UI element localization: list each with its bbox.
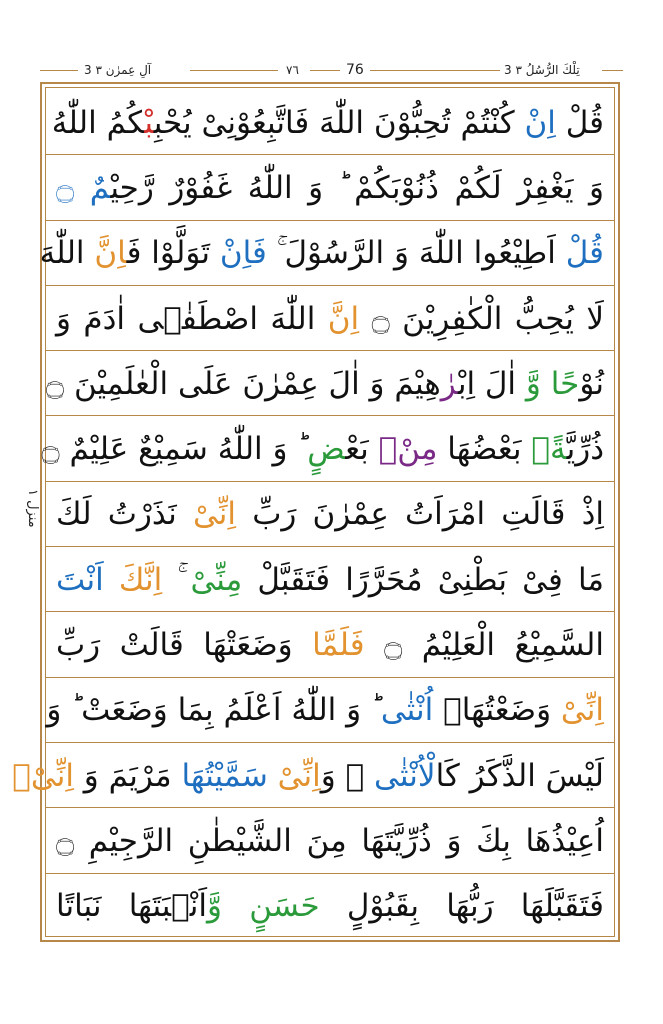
page-header — [40, 60, 623, 82]
verse-segment: حًا — [550, 365, 580, 402]
verse-segment: اِنِّیْ — [560, 692, 604, 729]
verse-segment: اٰلَ اِبْ — [457, 365, 526, 402]
verse-segment: قُلْ — [555, 104, 604, 141]
verse-line — [41, 417, 614, 482]
verse-segment: مَرْیَمَ وَ — [73, 757, 182, 794]
verse-segment: اِنِّیْ — [277, 757, 321, 794]
verse-segment: بْ — [144, 104, 154, 141]
verse-line-text — [46, 688, 604, 732]
verse-line — [46, 90, 614, 155]
verse-segment: بَعْ — [345, 431, 379, 468]
verse-line-text — [12, 754, 604, 798]
verse-segment: مَا فِیْ بَطْنِیْ مُحَرَّرًا فَتَقَبَّلْ — [242, 561, 604, 598]
verse-segment: وَ یَغْفِرْ لَكُمْ ذُنُوْبَكُمْ ؕ وَ اللّٰهُ غَفُوْرٌ رَّحِیْ — [110, 169, 604, 206]
manzil-label: منزل ١ — [25, 488, 40, 528]
verse-segment — [222, 888, 249, 924]
verse-segment: حَسَنٍ — [249, 888, 320, 925]
verse-line-text — [56, 166, 604, 210]
verse-segment: اِنَّ — [327, 300, 360, 337]
verse-segment: لْاُنْثٰى — [374, 757, 436, 794]
verse-segment: فَاِنْ — [219, 235, 267, 272]
verse-segment: نَذَرْتُ لَكَ — [56, 496, 193, 533]
verse-line — [46, 808, 614, 873]
header-rule-left — [40, 70, 78, 71]
verse-segment: ضٍ — [307, 431, 346, 468]
verse-segment: اِنِّیْ — [192, 496, 237, 533]
header-rule-left-mid — [190, 70, 278, 71]
verse-line — [46, 874, 614, 939]
verse-segment: مِنِّیْ — [190, 561, 243, 598]
verse-segment: اللّٰهَ اصْطَفٰۤى اٰدَمَ وَ — [56, 300, 328, 337]
verse-segment: وَّ — [525, 365, 551, 402]
verse-segment: اِنَّ — [94, 235, 127, 272]
verse-segment: تَوَلَّوْا فَ — [126, 235, 220, 272]
verse-segment: فَتَقَبَّلَهَا رَبُّهَا بِقَبُوْلٍ — [319, 888, 604, 925]
verse-segment: كُمُ اللّٰهُ — [51, 104, 145, 141]
verse-segment: وَضَعْتُهَاۤ — [433, 692, 561, 729]
verse-segment: نُوْ — [579, 365, 604, 402]
verse-line-text — [51, 101, 604, 145]
page-number: 76 — [346, 62, 364, 78]
verse-segment: سَمَّیْتُهَا — [181, 757, 268, 794]
verse-segment — [268, 758, 278, 794]
verse-line — [46, 286, 614, 351]
verse-segment: اِنِّیْۤ — [12, 757, 74, 794]
verse-line — [39, 221, 614, 286]
header-rule-center — [310, 70, 340, 71]
verse-segment: اِذْ قَالَتِ امْرَاَتُ عِمْرٰنَ رَبِّ — [236, 496, 604, 533]
verse-line-text — [56, 819, 604, 863]
header-rule-right-mid — [370, 70, 500, 71]
verse-segment: ةًۢ — [531, 431, 567, 468]
verse-segment: اللّٰهَ — [39, 235, 95, 272]
verse-segment: ؕ وَ اللّٰهُ اَعْلَمُ بِمَا وَضَعَتْ ؕ وَ — [46, 692, 381, 729]
verse-segment: كُنْتُمْ تُحِبُّوْنَ اللّٰهَ فَاتَّبِعُوْنِیْ یُحْبِ — [153, 104, 525, 141]
verse-segment: لَا یُحِبُّ الْكٰفِرِیْنَ ۝ — [359, 300, 604, 337]
verse-line — [46, 155, 614, 220]
verse-line-text — [39, 231, 604, 275]
verse-line — [46, 351, 614, 416]
header-surah-name: 3 آلِ عِمرٰن ٣ — [84, 63, 152, 77]
verse-segment: قُلْ — [565, 235, 604, 272]
verse-line — [46, 482, 614, 547]
verse-segment: اِنْ — [524, 104, 556, 141]
verse-line-text — [56, 558, 604, 602]
verse-line-text — [56, 492, 604, 536]
verse-segment: مٌ — [89, 169, 111, 206]
verse-line — [46, 547, 614, 612]
verse-line — [46, 612, 614, 677]
verse-segment: ؕ وَ اللّٰهُ سَمِیْعٌ عَلِیْمٌ ۝ — [41, 431, 308, 468]
verse-segment: ذُرِّیَّ — [566, 431, 604, 468]
verse-line — [12, 743, 614, 808]
verse-segment: اُنْثٰى — [380, 692, 434, 729]
verse-segment: بَعْضُهَا — [437, 431, 532, 468]
verse-line-text — [56, 297, 604, 341]
verse-segment: اُعِیْذُهَا بِكَ وَ ذُرِّیَّتَهَا مِنَ الشَّیْطٰنِ الرَّجِیْمِ ۝ — [56, 822, 604, 859]
verse-line-text — [45, 362, 604, 406]
verse-segment: رٰ — [440, 365, 458, 402]
verse-segment: مِنْۢ — [378, 431, 438, 468]
verse-segment: اَطِیْعُوا اللّٰهَ وَ الرَّسُوْلَ ۚ — [266, 235, 566, 272]
verse-segment: وَضَعَتْهَا قَالَتْ رَبِّ — [56, 627, 313, 664]
verse-segment: السَّمِیْعُ الْعَلِیْمُ ۝ — [364, 627, 604, 664]
verse-line-text — [56, 884, 604, 928]
verse-segment: اَنْۢبَتَهَا نَبَاتًا — [56, 888, 207, 925]
verse-line — [46, 678, 614, 743]
header-juz-name: 3 تِلْكَ الرُّسُلُ ٣ — [504, 63, 580, 77]
verse-segment: وَّ — [207, 888, 222, 925]
verse-line-text — [56, 623, 604, 667]
header-urdu-page-number: ٧٦ — [286, 63, 299, 77]
verse-segment: لَیْسَ الذَّكَرُ كَا — [435, 757, 604, 794]
verse-segment: ۚ وَ — [320, 757, 375, 794]
verse-segment: اِنَّكَ — [118, 561, 163, 598]
verse-segment: ۝ — [56, 169, 90, 206]
verse-segment: هِیْمَ وَ اٰلَ عِمْرٰنَ عَلَى الْعٰلَمِیْنَ ۝ — [45, 365, 441, 402]
verse-line-text — [41, 427, 604, 471]
verse-segment: فَلَمَّا — [312, 627, 365, 664]
verse-segment: ۚ — [162, 561, 191, 598]
verse-segment: اَنْتَ — [56, 561, 119, 598]
header-rule-right — [602, 70, 623, 71]
